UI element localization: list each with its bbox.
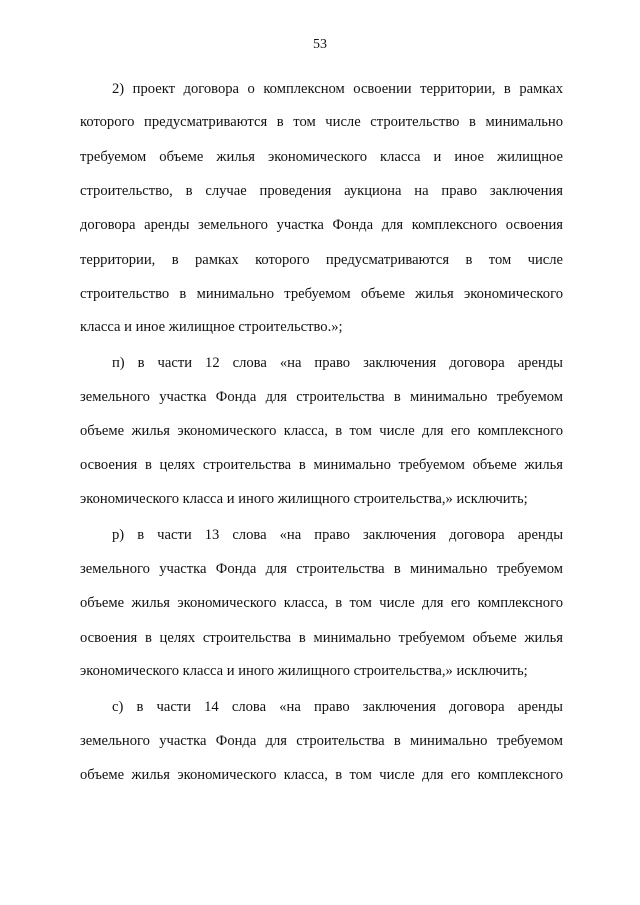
text-line: п) в части 12 слова «на право заключения договора аренды	[112, 355, 563, 371]
text-line: р) в части 13 слова «на право заключения договора аренды	[112, 527, 563, 543]
page-number: 53	[313, 37, 327, 52]
text-line: экономического класса и иного жилищного строительства,» исключить;	[80, 663, 528, 679]
text-line: земельного участка Фонда для строительства в минимально требуемом	[80, 389, 563, 405]
text-line: земельного участка Фонда для строительства в минимально требуемом	[80, 733, 563, 749]
text-line: объеме жилья экономического класса, в том числе для его комплексного	[80, 595, 563, 611]
text-line: земельного участка Фонда для строительства в минимально требуемом	[80, 561, 563, 577]
text-line: 2) проект договора о комплексном освоении территории, в рамках	[112, 81, 563, 97]
text-line: освоения в целях строительства в минимально требуемом объеме жилья	[80, 457, 563, 473]
text-line: территории, в рамках которого предусматриваются в том числе	[80, 252, 563, 268]
text-line: класса и иное жилищное строительство.»;	[80, 319, 343, 335]
text-line: которого предусматриваются в том числе строительство в минимально	[80, 114, 563, 130]
text-line: экономического класса и иного жилищного строительства,» исключить;	[80, 491, 528, 507]
text-line: требуемом объеме жилья экономического класса и иное жилищное	[80, 149, 563, 165]
text-line: строительство, в случае проведения аукциона на право заключения	[80, 183, 563, 199]
text-line: договора аренды земельного участка Фонда для комплексного освоения	[80, 217, 563, 233]
text-line: освоения в целях строительства в минимально требуемом объеме жилья	[80, 630, 563, 646]
text-line: с) в части 14 слова «на право заключения договора аренды	[112, 699, 563, 715]
text-line: строительство в минимально требуемом объеме жилья экономического	[80, 286, 563, 302]
text-line: объеме жилья экономического класса, в том числе для его комплексного	[80, 423, 563, 439]
text-line: объеме жилья экономического класса, в том числе для его комплексного	[80, 767, 563, 783]
